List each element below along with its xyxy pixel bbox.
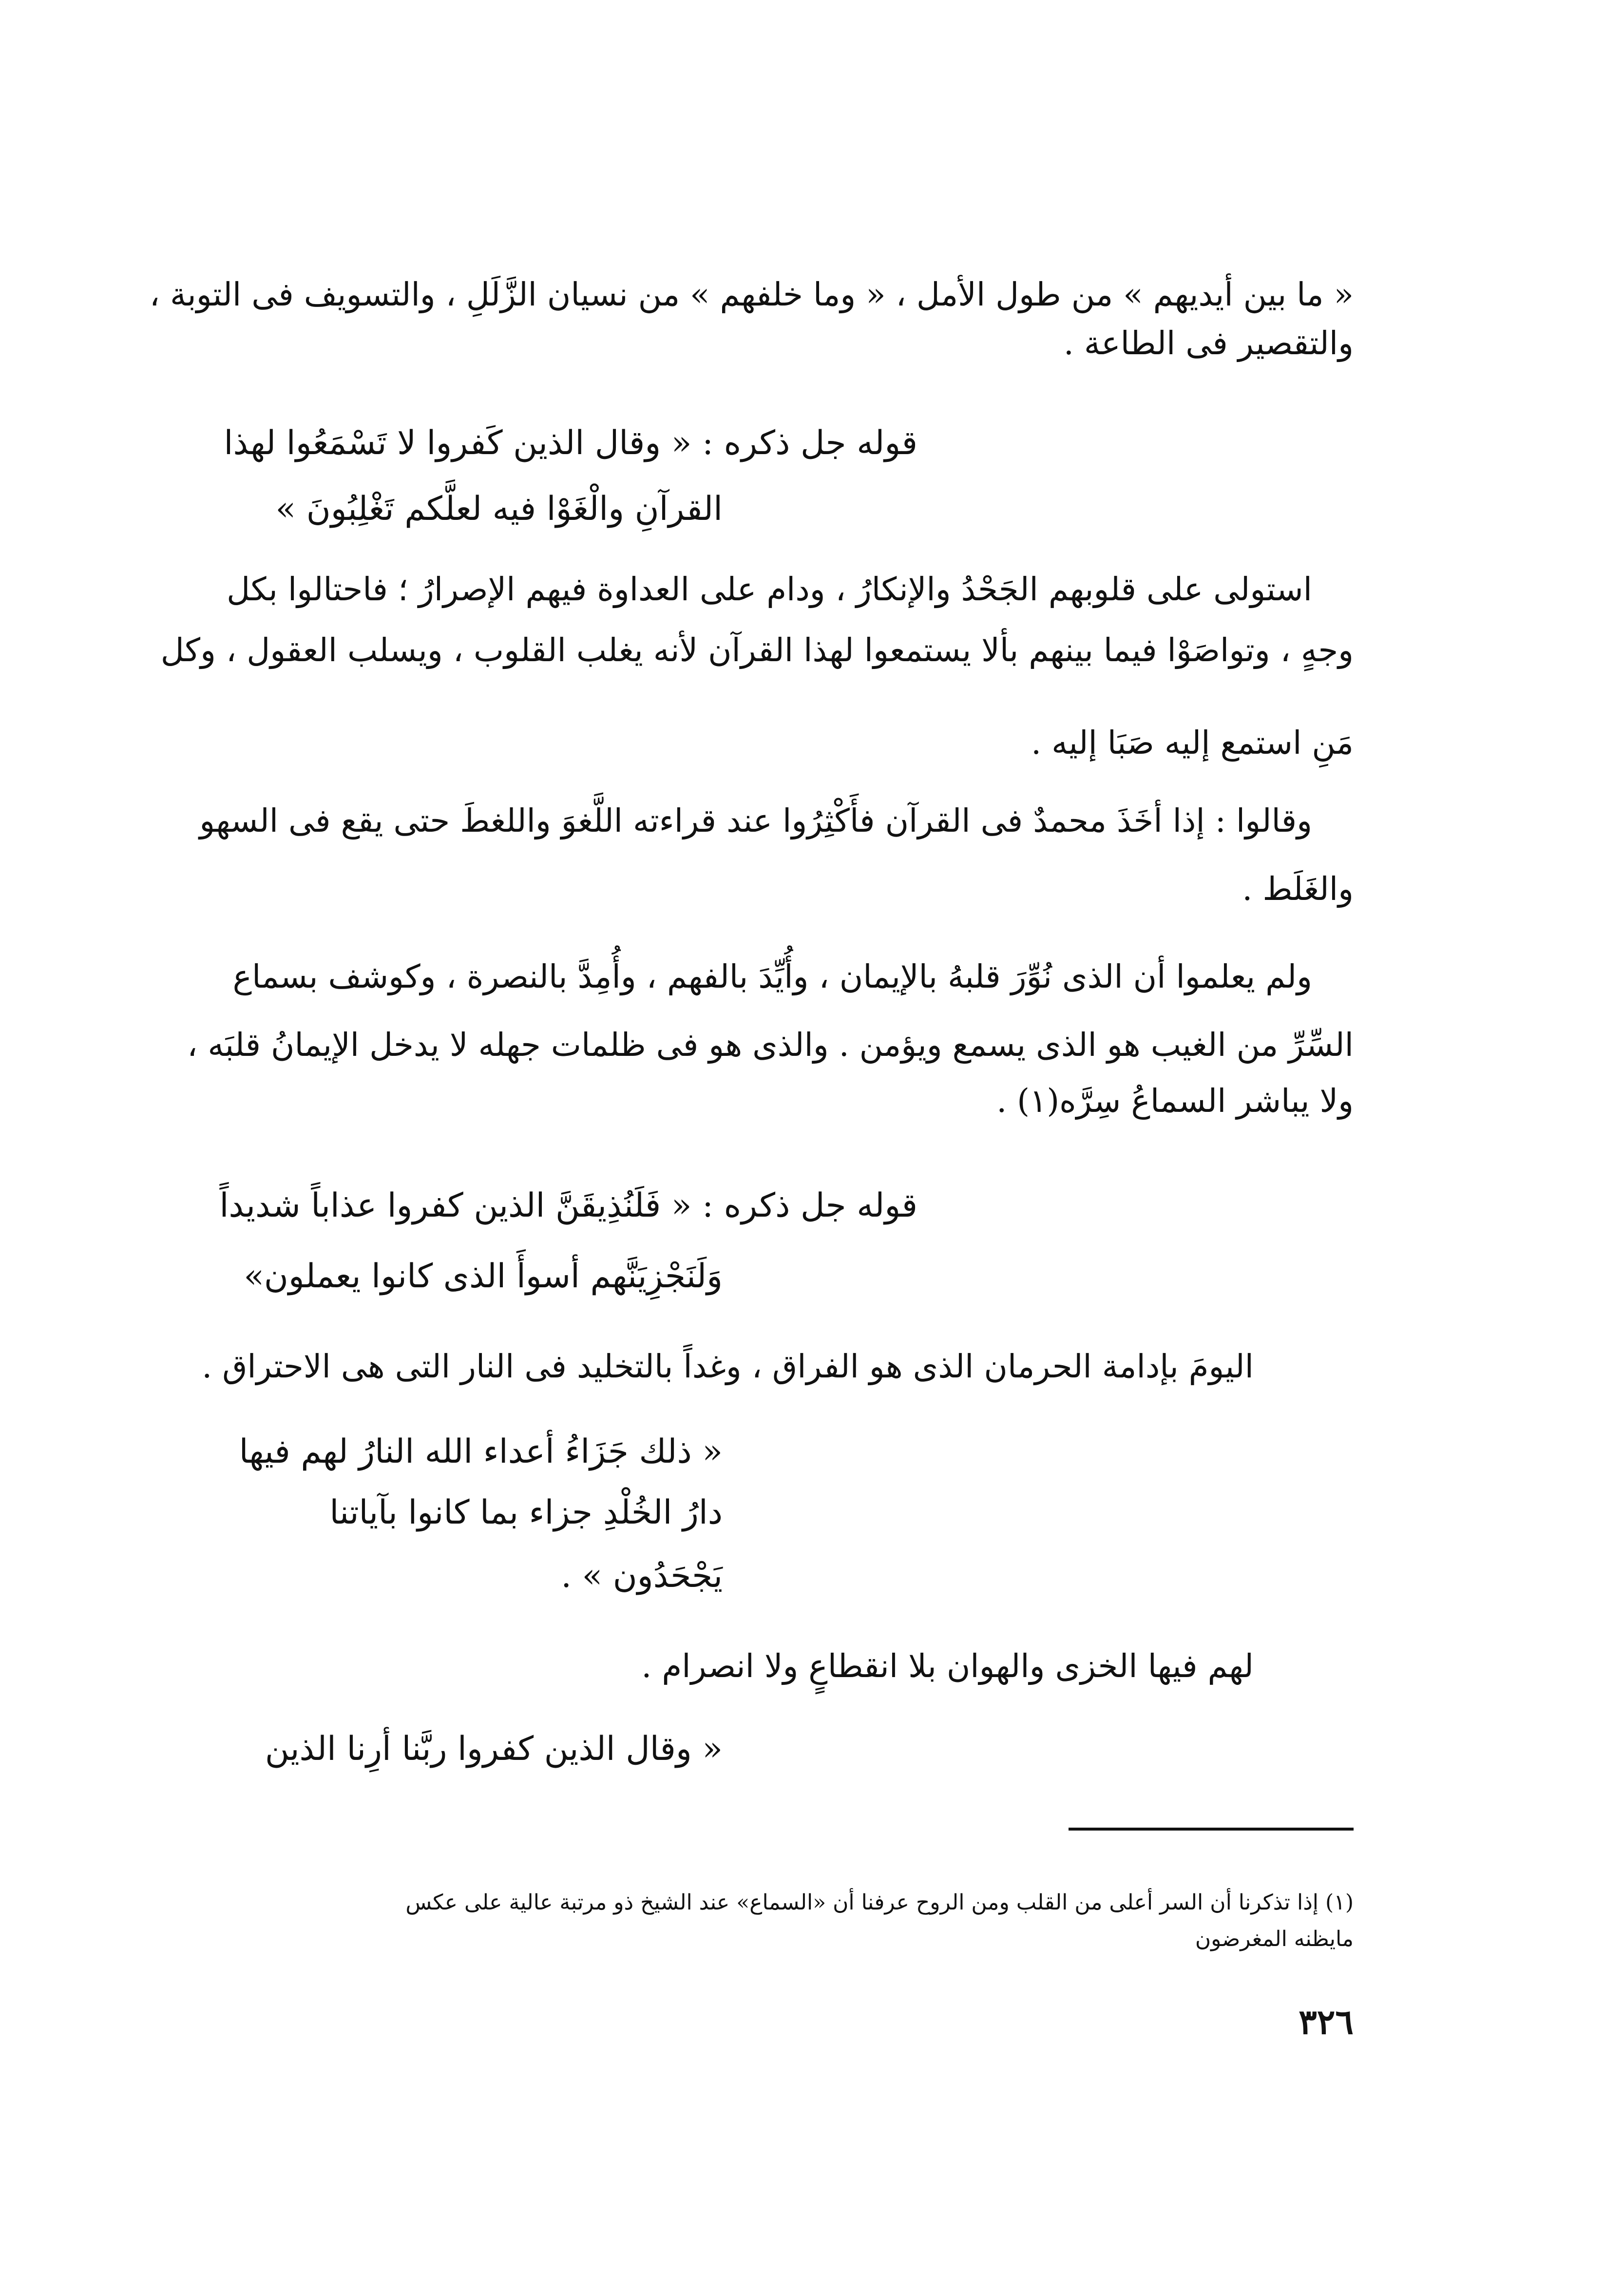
text-line: ولم يعلموا أن الذى نُوِّرَ قلبهُ بالإيمان ، وأُيِّدَ بالفهم ، وأُمِدَّ بالنصرة ، وكوشف بسماع bbox=[232, 958, 1312, 995]
text-line: السِّرِّ من الغيب هو الذى يسمع ويؤمن . والذى هو فى ظلمات جهله لا يدخل الإيمانُ قلبَه ، bbox=[187, 1026, 1354, 1064]
text-line: « ما بين أيديهم » من طول الأمل ، « وما خلفهم » من نسيان الزَّلَلِ ، والتسويف فى التوبة ، bbox=[149, 276, 1354, 313]
text-line: لهم فيها الخزى والهوان بلا انقطاعٍ ولا انصرام . bbox=[641, 1647, 1254, 1685]
footnote-separator bbox=[1069, 1828, 1354, 1831]
text-line: مَنِ استمع إليه صَبَا إليه . bbox=[1031, 724, 1354, 762]
text-line: والغَلَط . bbox=[1242, 870, 1354, 908]
verse-line: « وقال الذين كفروا ربَّنا أرِنا الذين bbox=[265, 1730, 723, 1768]
verse-heading-line: قوله جل ذكره : « فَلَنُذِيقَنَّ الذين كفروا عذاباً شديداً bbox=[219, 1186, 917, 1225]
verse-heading-line: وَلَنَجْزِيَنَّهم أسوأَ الذى كانوا يعملون» bbox=[244, 1257, 723, 1296]
text-line: استولى على قلوبهم الجَحْدُ والإنكارُ ، ودام على العداوة فيهم الإصرارُ ؛ فاحتالوا بكل bbox=[227, 571, 1312, 608]
verse-line: دارُ الخُلْدِ جزاء بما كانوا بآياتنا bbox=[329, 1493, 723, 1532]
verse-line: يَجْحَدُون » . bbox=[561, 1557, 723, 1595]
verse-heading-line: القرآنِ والْغَوْا فيه لعلَّكم تَغْلِبُونَ » bbox=[275, 490, 723, 528]
text-line: والتقصير فى الطاعة . bbox=[1063, 325, 1354, 362]
text-line: وقالوا : إذا أخَذَ محمدٌ فى القرآن فأَكْثِرُوا عند قراءته اللَّغوَ واللغطَ حتى يقع فى السهو bbox=[199, 802, 1312, 840]
text-line: ولا يباشر السماعُ سِرَّه(١) . bbox=[996, 1082, 1354, 1120]
text-line: اليومَ بإدامة الحرمان الذى هو الفراق ، وغداً بالتخليد فى النار التى هى الاحتراق . bbox=[202, 1348, 1254, 1385]
verse-line: « ذلك جَزَاءُ أعداء الله النارُ لهم فيها bbox=[239, 1432, 723, 1471]
verse-heading-line: قوله جل ذكره : « وقال الذين كَفروا لا تَسْمَعُوا لهذا bbox=[224, 424, 917, 462]
footnote-line: (١) إذا تذكرنا أن السر أعلى من القلب ومن الروح عرفنا أن «السماع» عند الشيخ ذو مرتبة عالية على عكس bbox=[405, 1890, 1354, 1915]
text-line: وجهٍ ، وتواصَوْا فيما بينهم بألا يستمعوا لهذا القرآن لأنه يغلب القلوب ، ويسلب العقول ، وكل bbox=[160, 631, 1354, 669]
page-number: ٣٢٦ bbox=[1299, 2002, 1354, 2042]
footnote-line: مايظنه المغرضون bbox=[1195, 1927, 1354, 1951]
